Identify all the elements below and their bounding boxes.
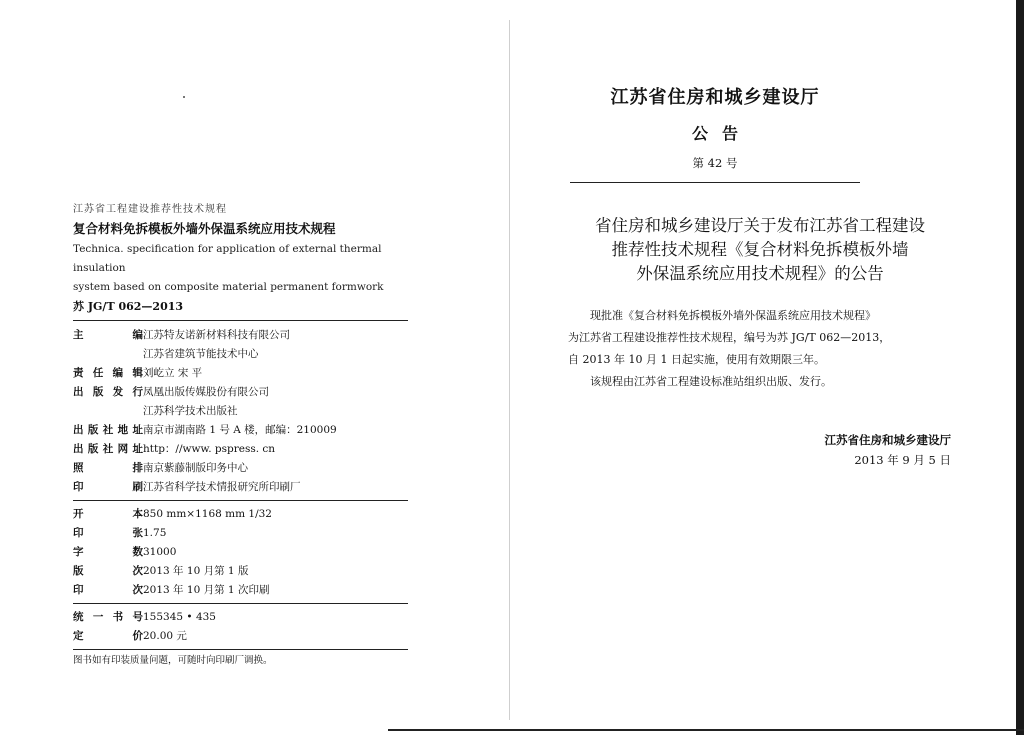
imprint-label-char: 字	[73, 546, 84, 558]
page-spine	[509, 20, 510, 720]
imprint-label-char: 辑	[132, 367, 143, 379]
imprint-label-char: 社	[102, 443, 114, 455]
imprint-label-char: 版	[92, 386, 104, 398]
book-title-en-line: Technica. specification for application of external thermal insulation	[73, 243, 382, 274]
imprint-label	[73, 562, 143, 581]
body-line: 该规程由江苏省工程建设标准站组织出版、发行。	[590, 375, 832, 388]
imprint-label-char: 地	[117, 424, 129, 436]
imprint-label-char: 主	[73, 329, 84, 341]
imprint-label-char: 一	[92, 611, 104, 623]
imprint-label-char: 照	[73, 462, 84, 474]
imprint-value: http：//www. pspress. cn	[143, 443, 276, 455]
divider	[73, 500, 408, 501]
imprint-group-price	[73, 608, 408, 646]
imprint-label-char: 编	[132, 329, 143, 341]
imprint-row	[73, 627, 408, 646]
imprint-value: 31000	[143, 546, 177, 558]
imprint-value: 江苏省建筑节能技术中心	[143, 348, 259, 360]
imprint-label-char: 出	[73, 443, 84, 455]
imprint-value: 850 mm×1168 mm 1/32	[143, 508, 272, 520]
imprint-label-char: 任	[92, 367, 104, 379]
signature-date: 2013 年 9 月 5 日	[854, 453, 951, 467]
divider	[73, 649, 408, 650]
imprint-label	[73, 440, 143, 459]
imprint-label-char: 印	[73, 481, 84, 493]
announcement-number: 第 42 号	[692, 156, 738, 170]
copyright-imprint	[73, 203, 408, 668]
headline-line: 外保温系统应用技术规程》的公告	[636, 264, 884, 283]
announcement-org: 江苏省住房和城乡建设厅	[610, 87, 820, 108]
imprint-group-format	[73, 505, 408, 600]
imprint-row	[73, 364, 408, 383]
imprint-value: 南京市湖南路 1 号 A 楼，邮编：210009	[143, 424, 337, 436]
imprint-row	[73, 581, 408, 600]
imprint-value: 155345 • 435	[143, 611, 216, 623]
standard-number: 苏 JG/T 062—2013	[73, 300, 184, 313]
scan-speck	[183, 96, 185, 98]
imprint-row	[73, 402, 408, 421]
divider	[73, 320, 408, 321]
imprint-label-char: 社	[102, 424, 114, 436]
imprint-row	[73, 524, 408, 543]
scan-edge	[1016, 0, 1024, 735]
imprint-label	[73, 505, 143, 524]
imprint-label-char: 址	[132, 424, 143, 436]
imprint-label-char: 排	[132, 462, 143, 474]
imprint-label-char: 出	[73, 386, 84, 398]
imprint-row	[73, 421, 408, 440]
body-line: 自 2013 年 10 月 1 日起实施，使用有效期限三年。	[568, 353, 825, 366]
imprint-label-char: 次	[132, 584, 143, 596]
imprint-group-publishing	[73, 326, 408, 497]
imprint-row	[73, 459, 408, 478]
imprint-label-char: 次	[132, 565, 143, 577]
announcement-signature	[825, 430, 952, 470]
imprint-label-char: 本	[132, 508, 143, 520]
imprint-label	[73, 402, 143, 421]
imprint-value: 刘屹立 宋 平	[143, 367, 203, 379]
imprint-label-char: 版	[87, 443, 99, 455]
imprint-label-char: 刷	[132, 481, 143, 493]
imprint-label-char: 责	[73, 367, 84, 379]
imprint-value: 江苏科学技术出版社	[143, 405, 238, 417]
imprint-row	[73, 478, 408, 497]
book-title-en-line: system based on composite material permanent formwork	[73, 281, 384, 293]
imprint-label	[73, 364, 143, 383]
imprint-label	[73, 581, 143, 600]
imprint-label-char: 址	[132, 443, 143, 455]
imprint-label	[73, 345, 143, 364]
signature-org: 江苏省住房和城乡建设厅	[824, 433, 951, 447]
imprint-value: 江苏特友诺新材料科技有限公司	[143, 329, 290, 341]
headline-line: 省住房和城乡建设厅关于发布江苏省工程建设	[595, 216, 925, 235]
imprint-value: 江苏省科学技术情报研究所印刷厂	[143, 481, 301, 493]
imprint-row	[73, 383, 408, 402]
scan-bottom-edge	[388, 729, 1024, 731]
divider	[73, 603, 408, 604]
imprint-label	[73, 608, 143, 627]
imprint-label	[73, 383, 143, 402]
announcement-label: 公告	[691, 124, 752, 143]
announcement-body	[568, 305, 968, 393]
imprint-label-char: 版	[87, 424, 99, 436]
imprint-label-char: 网	[117, 443, 129, 455]
imprint-label-char: 张	[132, 527, 143, 539]
book-title-cn: 复合材料免拆模板外墙外保温系统应用技术规程	[73, 221, 336, 236]
imprint-label	[73, 543, 143, 562]
imprint-label	[73, 524, 143, 543]
imprint-label-char: 印	[73, 527, 84, 539]
imprint-value: 2013 年 10 月第 1 次印刷	[143, 584, 270, 596]
imprint-label	[73, 421, 143, 440]
imprint-label-char: 印	[73, 584, 84, 596]
imprint-value: 南京紫藤制版印务中心	[143, 462, 248, 474]
imprint-label-char: 版	[73, 565, 84, 577]
announcement-headline	[540, 214, 980, 286]
imprint-label	[73, 478, 143, 497]
imprint-row	[73, 562, 408, 581]
quality-note: 图书如有印装质量问题，可随时向印刷厂调换。	[73, 655, 273, 666]
imprint-label-char: 发	[112, 386, 124, 398]
imprint-label-char: 编	[112, 367, 124, 379]
imprint-label	[73, 627, 143, 646]
imprint-label-char: 数	[132, 546, 143, 558]
imprint-label-char: 号	[132, 611, 143, 623]
imprint-value: 凤凰出版传媒股份有限公司	[143, 386, 269, 398]
body-line: 现批准《复合材料免拆模板外墙外保温系统应用技术规程》	[590, 309, 876, 322]
imprint-row	[73, 543, 408, 562]
imprint-row	[73, 326, 408, 345]
book-title-en	[73, 240, 408, 297]
imprint-label-char: 价	[132, 630, 143, 642]
imprint-label	[73, 459, 143, 478]
imprint-label-char: 开	[73, 508, 84, 520]
divider	[570, 182, 860, 183]
imprint-row	[73, 505, 408, 524]
imprint-label-char: 统	[73, 611, 84, 623]
headline-line: 推荐性技术规程《复合材料免拆模板外墙	[611, 240, 909, 259]
imprint-label	[73, 326, 143, 345]
imprint-row	[73, 440, 408, 459]
imprint-value: 1.75	[143, 527, 167, 539]
imprint-label-char: 书	[112, 611, 124, 623]
imprint-label-char: 出	[73, 424, 84, 436]
imprint-row	[73, 345, 408, 364]
imprint-value: 20.00 元	[143, 630, 187, 642]
imprint-label-char: 行	[132, 386, 143, 398]
imprint-label-char: 定	[73, 630, 84, 642]
series-title: 江苏省工程建设推荐性技术规程	[73, 204, 227, 215]
imprint-row	[73, 608, 408, 627]
imprint-value: 2013 年 10 月第 1 版	[143, 565, 249, 577]
body-line: 为江苏省工程建设推荐性技术规程，编号为苏 JG/T 062—2013，	[568, 331, 891, 344]
